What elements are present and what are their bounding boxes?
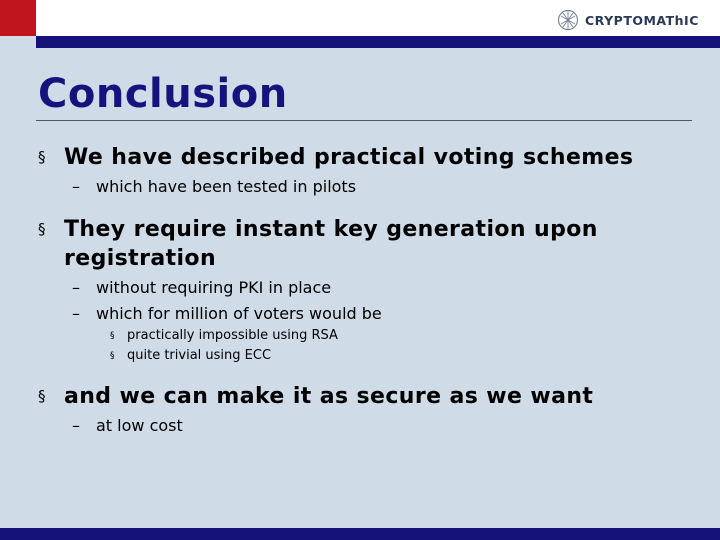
bullet-marker: § bbox=[38, 220, 46, 238]
sub-bullet-text: which have been tested in pilots bbox=[96, 177, 357, 196]
bullet-marker: § bbox=[110, 331, 115, 341]
sub-bullet-text: which for million of voters would be bbox=[96, 304, 382, 323]
header-bar bbox=[36, 36, 720, 48]
logo-wordmark: CRYPTOMAThIC bbox=[585, 12, 699, 28]
dash-marker: – bbox=[72, 177, 80, 196]
company-logo bbox=[557, 9, 699, 31]
slide-title: Conclusion bbox=[38, 71, 288, 117]
sub-sub-bullet-text: practically impossible using RSA bbox=[127, 328, 338, 343]
dash-marker: – bbox=[72, 304, 80, 323]
sub-bullet-text: without requiring PKI in place bbox=[96, 278, 332, 297]
title-divider bbox=[36, 120, 692, 121]
cryptomathic-emblem-icon bbox=[557, 9, 579, 31]
footer-bar bbox=[0, 528, 720, 540]
bullet-marker: § bbox=[38, 148, 46, 166]
bullet-text: We have described practical voting schemes bbox=[64, 145, 634, 170]
dash-marker: – bbox=[72, 416, 80, 435]
bullet-text: They require instant key generation upon registration bbox=[64, 217, 598, 271]
red-corner-block bbox=[0, 0, 36, 36]
sub-bullet-text: at low cost bbox=[96, 416, 183, 435]
bullet-marker: § bbox=[110, 351, 115, 361]
bullet-marker: § bbox=[38, 387, 46, 405]
bullet-text: and we can make it as secure as we want bbox=[64, 384, 594, 409]
dash-marker: – bbox=[72, 278, 80, 297]
sub-sub-bullet-text: quite trivial using ECC bbox=[127, 348, 272, 363]
